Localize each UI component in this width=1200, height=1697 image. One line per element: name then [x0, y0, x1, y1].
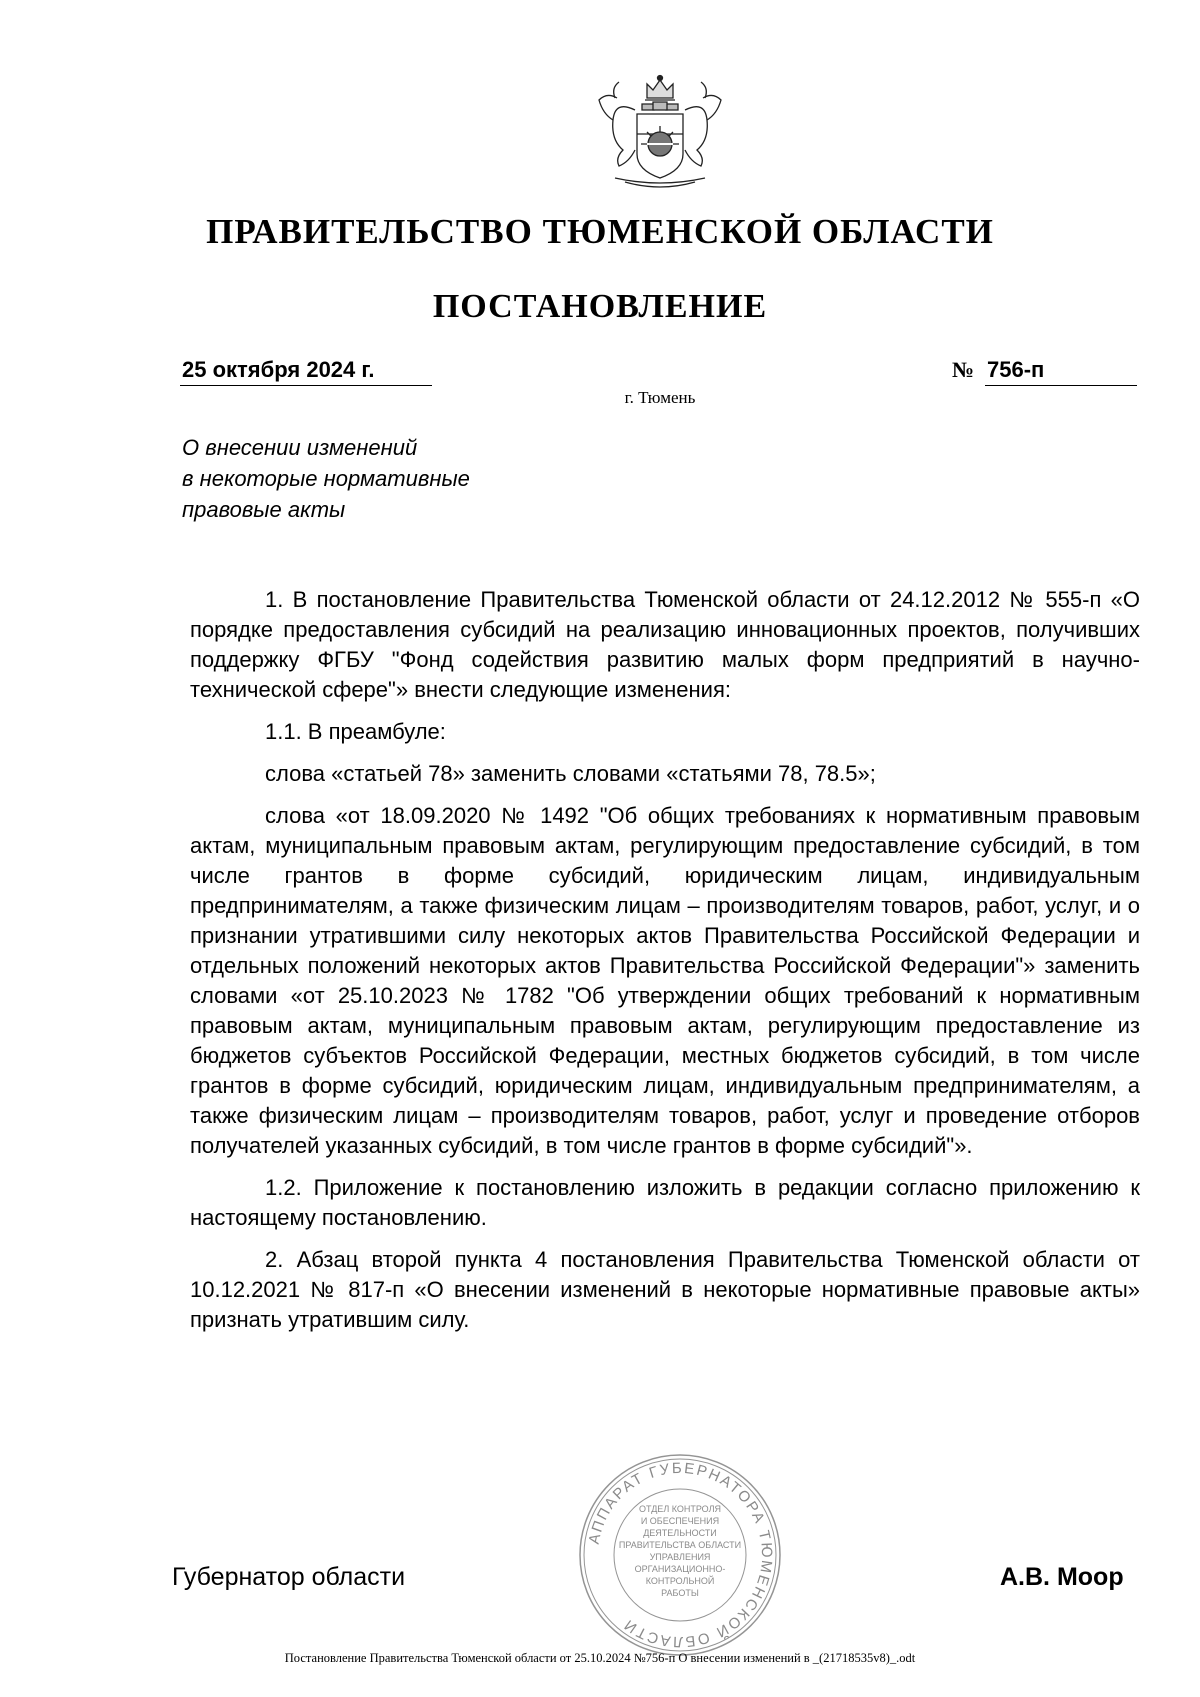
paragraph-1: 1. В постановление Правительства Тюменской области от 24.12.2012 № 555-п «О порядке предоставления субсидий на реализацию инновационных проектов, получивших поддержку ФГБУ "Фонд содействия развитию малых форм предприятий в научно-технической сфере"» внести следующие изменения:: [190, 587, 1140, 702]
signatory-title: Губернатор области: [172, 1563, 406, 1591]
document-number: 756-п: [985, 357, 1137, 386]
official-stamp-seal: [575, 1450, 785, 1660]
paragraph-1-1: 1.1. В преамбуле:: [265, 719, 446, 744]
organization-title: ПРАВИТЕЛЬСТВО ТЮМЕНСКОЙ ОБЛАСТИ: [206, 212, 994, 251]
subject-line: в некоторые нормативные: [182, 466, 470, 491]
coat-of-arms-emblem: [585, 70, 735, 190]
subject-line: О внесении изменений: [182, 435, 418, 460]
svg-text:ПРАВИТЕЛЬСТВА ОБЛАСТИ: ПРАВИТЕЛЬСТВА ОБЛАСТИ: [618, 1540, 742, 1550]
svg-text:И ОБЕСПЕЧЕНИЯ: И ОБЕСПЕЧЕНИЯ: [640, 1516, 720, 1526]
document-footer: Постановление Правительства Тюменской области от 25.10.2024 №756-п О внесении изменений в _(21718535v8)_.odt: [284, 1651, 916, 1665]
svg-text:ОТДЕЛ КОНТРОЛЯ: ОТДЕЛ КОНТРОЛЯ: [639, 1504, 721, 1514]
svg-text:РАБОТЫ: РАБОТЫ: [661, 1588, 699, 1598]
svg-text:КОНТРОЛЬНОЙ: КОНТРОЛЬНОЙ: [645, 1576, 715, 1586]
document-type-title: ПОСТАНОВЛЕНИЕ: [432, 288, 768, 325]
signatory-name: А.В. Моор: [1000, 1563, 1124, 1591]
svg-text:ОРГАНИЗАЦИОННО-: ОРГАНИЗАЦИОННО-: [634, 1564, 726, 1574]
document-subject: [182, 432, 682, 525]
document-date: 25 октября 2024 г.: [180, 357, 432, 386]
svg-text:АППАРАТ ГУБЕРНАТОРА ТЮМЕНСКОЙ: АППАРАТ ГУБЕРНАТОРА ТЮМЕНСКОЙ ОБЛАСТИ: [585, 1459, 776, 1651]
paragraph-preamble-change: слова «статьей 78» заменить словами «статьями 78, 78.5»;: [265, 761, 876, 786]
paragraph-1-2: 1.2. Приложение к постановлению изложить в редакции согласно приложению к настоящему постановлению.: [190, 1175, 1140, 1230]
paragraph-2: 2. Абзац второй пункта 4 постановления Правительства Тюменской области от 10.12.2021 № 817-п «О внесении изменений в некоторые нормативные правовые акты» признать утратившим силу.: [190, 1247, 1140, 1332]
svg-text:ДЕЯТЕЛЬНОСТИ: ДЕЯТЕЛЬНОСТИ: [643, 1528, 717, 1538]
number-sign: №: [952, 357, 975, 382]
paragraph-words-change: слова «от 18.09.2020 № 1492 "Об общих требованиях к нормативным правовым актам, муниципальным правовым актам, регулирующим предоставление субсидий, в том числе грантов в форме субсидий, юридическим лицам, индивидуальным предпринимателям, а также физическим лицам – производителям товаров, работ, услуг, и о признании утратившими силу некоторых актов Правительства Российской Федерации и отдельных положений некоторых актов Правительства Российской Федерации"» заменить словами «от 25.10.2023 № 1782 "Об утверждении общих требований к нормативным правовым актам, муниципальным правовым актам, регулирующим предоставление из бюджетов субъектов Российской Федерации, местных бюджетов субсидий, в том числе грантов в форме субсидий, юридическим лицам, индивидуальным предпринимателям, а также физическим лицам – производителям товаров, работ, услуг и проведение отборов получателей указанных субсидий, в том числе грантов в форме субсидий"».: [190, 803, 1140, 1158]
subject-line: правовые акты: [182, 497, 346, 522]
svg-text:УПРАВЛЕНИЯ: УПРАВЛЕНИЯ: [649, 1552, 711, 1562]
document-body: [190, 585, 1140, 1347]
city-label: г. Тюмень: [624, 388, 696, 407]
